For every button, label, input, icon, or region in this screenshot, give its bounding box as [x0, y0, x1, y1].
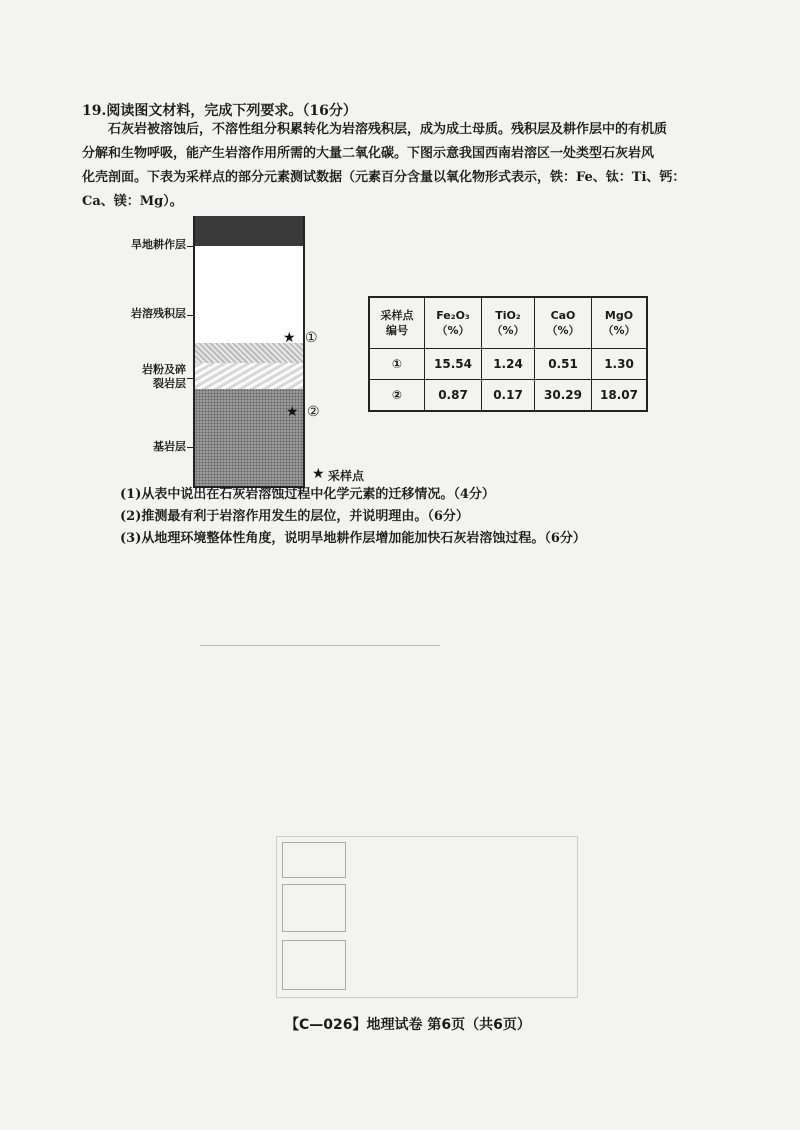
- table-header: [425, 297, 482, 349]
- header-line: （%）: [436, 324, 470, 337]
- layer-label-bedrock: 基岩层: [153, 440, 186, 453]
- show-through-box: [282, 884, 346, 932]
- table-cell: 1.30: [592, 349, 648, 380]
- table-cell: 0.17: [482, 380, 535, 412]
- label-tick: [187, 378, 193, 379]
- layer-label-residual: 岩溶残积层: [131, 307, 186, 320]
- table-header: [369, 297, 425, 349]
- subquestion-2: (2)推测最有利于岩溶作用发生的层位，并说明理由。（6分）: [120, 509, 469, 524]
- table-row: [369, 349, 647, 380]
- header-line: （%）: [491, 324, 525, 337]
- show-through-box: [282, 842, 346, 878]
- table-cell: 1.24: [482, 349, 535, 380]
- sample-star-icon: ★: [286, 404, 299, 420]
- table-cell: 30.29: [535, 380, 592, 412]
- layer-label-farmland: 旱地耕作层: [131, 238, 186, 251]
- site-1-label: ①: [305, 330, 318, 346]
- subquestion-1: (1)从表中说出在石灰岩溶蚀过程中化学元素的迁移情况。（4分）: [120, 487, 495, 502]
- question-paragraph: [82, 118, 722, 214]
- table-cell: ②: [369, 380, 425, 412]
- legend-star-icon: ★: [312, 466, 325, 482]
- table-cell: 18.07: [592, 380, 648, 412]
- header-line: MgO: [604, 309, 634, 322]
- label-tick: [187, 246, 193, 247]
- header-line: （%）: [602, 324, 636, 337]
- paragraph-line: 石灰岩被溶蚀后，不溶性组分积累转化为岩溶残积层，成为成土母质。残积层及耕作层中的有机质: [108, 122, 668, 137]
- legend-label: 采样点: [328, 469, 365, 483]
- farmland-layer-fill: [195, 216, 303, 246]
- sample-data-table: [368, 296, 648, 412]
- table-cell: 15.54: [425, 349, 482, 380]
- page-footer: 【C—026】地理试卷 第6页（共6页）: [285, 1017, 531, 1033]
- header-line: TiO₂: [495, 309, 521, 322]
- table-cell: ①: [369, 349, 425, 380]
- paragraph-line: 化壳剖面。下表为采样点的部分元素测试数据（元素百分含量以氧化物形式表示，铁：Fe、钛：Ti、钙：: [82, 170, 686, 185]
- header-line: Fe₂O₃: [436, 309, 470, 322]
- header-line: 编号: [386, 324, 408, 337]
- paragraph-line: 分解和生物呼吸，能产生岩溶作用所需的大量二氧化碳。下图示意我国西南岩溶区一处类型石灰岩风: [82, 146, 655, 161]
- table-header: [482, 297, 535, 349]
- header-line: 采样点: [380, 309, 414, 322]
- table-header-row: [369, 297, 647, 349]
- label-tick: [187, 315, 193, 316]
- show-through-line: [200, 645, 440, 646]
- table-cell: 0.87: [425, 380, 482, 412]
- subquestion-3: (3)从地理环境整体性角度，说明旱地耕作层增加能加快石灰岩溶蚀过程。（6分）: [120, 531, 586, 546]
- site-2-label: ②: [307, 404, 320, 420]
- table-row: [369, 380, 647, 412]
- layer-label-fractured: 裂岩层: [153, 377, 186, 390]
- paragraph-line: Ca、镁：Mg）。: [82, 194, 183, 209]
- question-heading: 19.阅读图文材料，完成下列要求。（16分）: [82, 103, 357, 119]
- fractured-rock-layer-fill: [195, 363, 303, 389]
- sample-star-icon: ★: [283, 330, 296, 346]
- rock-powder-layer-fill: [195, 343, 303, 363]
- weathering-profile-diagram: [193, 216, 305, 488]
- table-header: [592, 297, 648, 349]
- label-tick: [187, 447, 193, 448]
- header-line: （%）: [546, 324, 580, 337]
- show-through-box: [282, 940, 346, 990]
- table-header: [535, 297, 592, 349]
- header-line: CaO: [550, 309, 576, 322]
- layer-label-powder: 岩粉及碎: [142, 363, 186, 376]
- table-cell: 0.51: [535, 349, 592, 380]
